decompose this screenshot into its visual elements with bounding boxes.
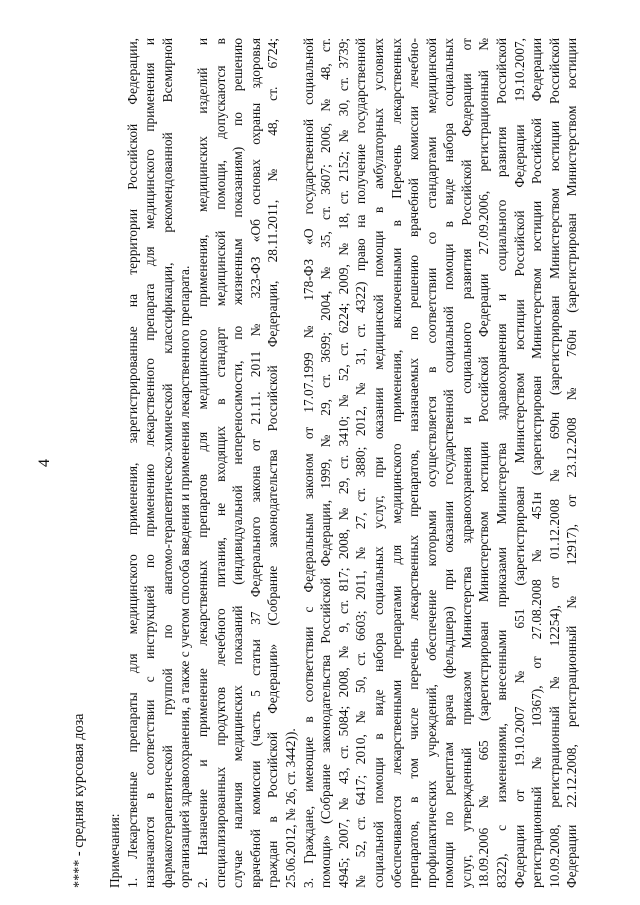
note-line: обеспечиваются лекарственными препаратами для медицинского применения, включенными в Перечень лекарственных — [388, 38, 404, 888]
note-line: назначаются в соответствии с инструкцией по применению лекарственного препарата для медицинского применения и — [142, 38, 158, 888]
notes-heading: Примечания: — [107, 813, 122, 888]
note-line: 2. Назначение и применение лекарственных препаратов для медицинского применения, медицинских изделий и — [194, 38, 210, 888]
note-line: помощи» (Собрание законодательства Российской Федерации, 1999, № 29, ст. 3699; 2004, № 35, ст. 3607; 2006, № 48, ст. — [318, 38, 334, 888]
note-line: 3. Граждане, имеющие в соответствии с Федеральным законом от 17.07.1999 № 178-ФЗ «О государственной социальной — [300, 38, 316, 888]
note-line: Федерации 22.12.2008, регистрационный № 12917), от 23.12.2008 № 760н (зарегистрирован Министерством юстиции — [564, 38, 580, 888]
note-line: случае наличия медицинских показаний (индивидуальной непереносимости, по жизненным показаниям) по решению — [230, 38, 246, 888]
notes-list — [124, 38, 581, 888]
page-number: 4 — [36, 459, 53, 467]
footnote-course-dose: **** - средняя курсовая доза — [71, 713, 87, 888]
note-line: регистрационный № 10367), от 27.08.2008 № 451н (зарегистрирован Министерством юстиции Российской Федерации — [529, 38, 545, 888]
note-line: 18.09.2006 № 665 (зарегистрирован Министерством юстиции Российской Федерации 27.09.2006, регистрационный № — [476, 38, 492, 888]
notes-section — [106, 38, 581, 888]
note-line: врачебной комиссии (часть 5 статьи 37 Федерального закона от 21.11. 2011 № 323-ФЗ «Об основах охраны здоровья — [247, 38, 263, 888]
note-item-3 — [300, 38, 582, 888]
note-item-1 — [124, 38, 194, 888]
rotated-content — [36, 38, 596, 888]
note-line: профилактических учреждений, обеспечение которыми осуществляется в соответствии со стандартами медицинской — [423, 38, 439, 888]
note-line: 4945; 2007, № 43, ст. 5084; 2008, № 9, ст. 817; 2008, № 29, ст. 3410; № 52, ст. 6224; 2009, № 18, ст. 2152; № 30, ст. 3739; — [335, 38, 351, 888]
note-line: 8322), с изменениями, внесенными приказами Министерства здравоохранения и социального развития Российской — [494, 38, 510, 888]
note-line: услуг, утвержденный приказом Министерства здравоохранения и социального развития Российской Федерации от — [458, 38, 474, 888]
note-line: организацией здравоохранения, а также с учетом способа введения и применения лекарственного препарата. — [177, 265, 193, 888]
note-line: 25.06.2012, № 26, ст. 3442)). — [282, 728, 298, 888]
note-line: граждан в Российской Федерации» (Собрание законодательства Российской Федерации, 28.11.2011, № 48, ст. 6724; — [265, 38, 281, 888]
note-line: препаратов, в том числе перечень лекарственных препаратов, назначаемых по решению врачебной комиссии лечебно- — [406, 38, 422, 888]
note-line: № 52, ст. 6417; 2010, № 50, ст. 6603; 2011, № 27, ст. 3880; 2012, № 31, ст. 4322) право на получение государственной — [353, 38, 369, 888]
note-line: специализированных продуктов лечебного питания, не входящих в стандарт медицинской помощи, допускаются в — [212, 38, 228, 888]
note-line: 1. Лекарственные препараты для медицинского применения, зарегистрированные на территории Российской Федерации, — [124, 38, 140, 888]
note-item-2 — [194, 38, 300, 888]
note-line: социальной помощи в виде набора социальных услуг, при оказании медицинской помощи в амбулаторных условиях — [370, 38, 386, 888]
note-line: фармакотерапевтической группой по анатомо-терапевтическо-химической классификации, рекомендованной Всемирной — [159, 38, 175, 888]
note-line: Федерации от 19.10.2007 № 651 (зарегистрирован Министерством юстиции Российской Федерации 19.10.2007, — [511, 38, 527, 888]
note-line: помощи по рецептам врача (фельдшера) при оказании государственной социальной помощи в виде набора социальных — [441, 38, 457, 888]
note-line: 10.09.2008, регистрационный № 12254), от 01.12.2008 № 690н (зарегистрирован Министерством юстиции Российской — [546, 38, 562, 888]
